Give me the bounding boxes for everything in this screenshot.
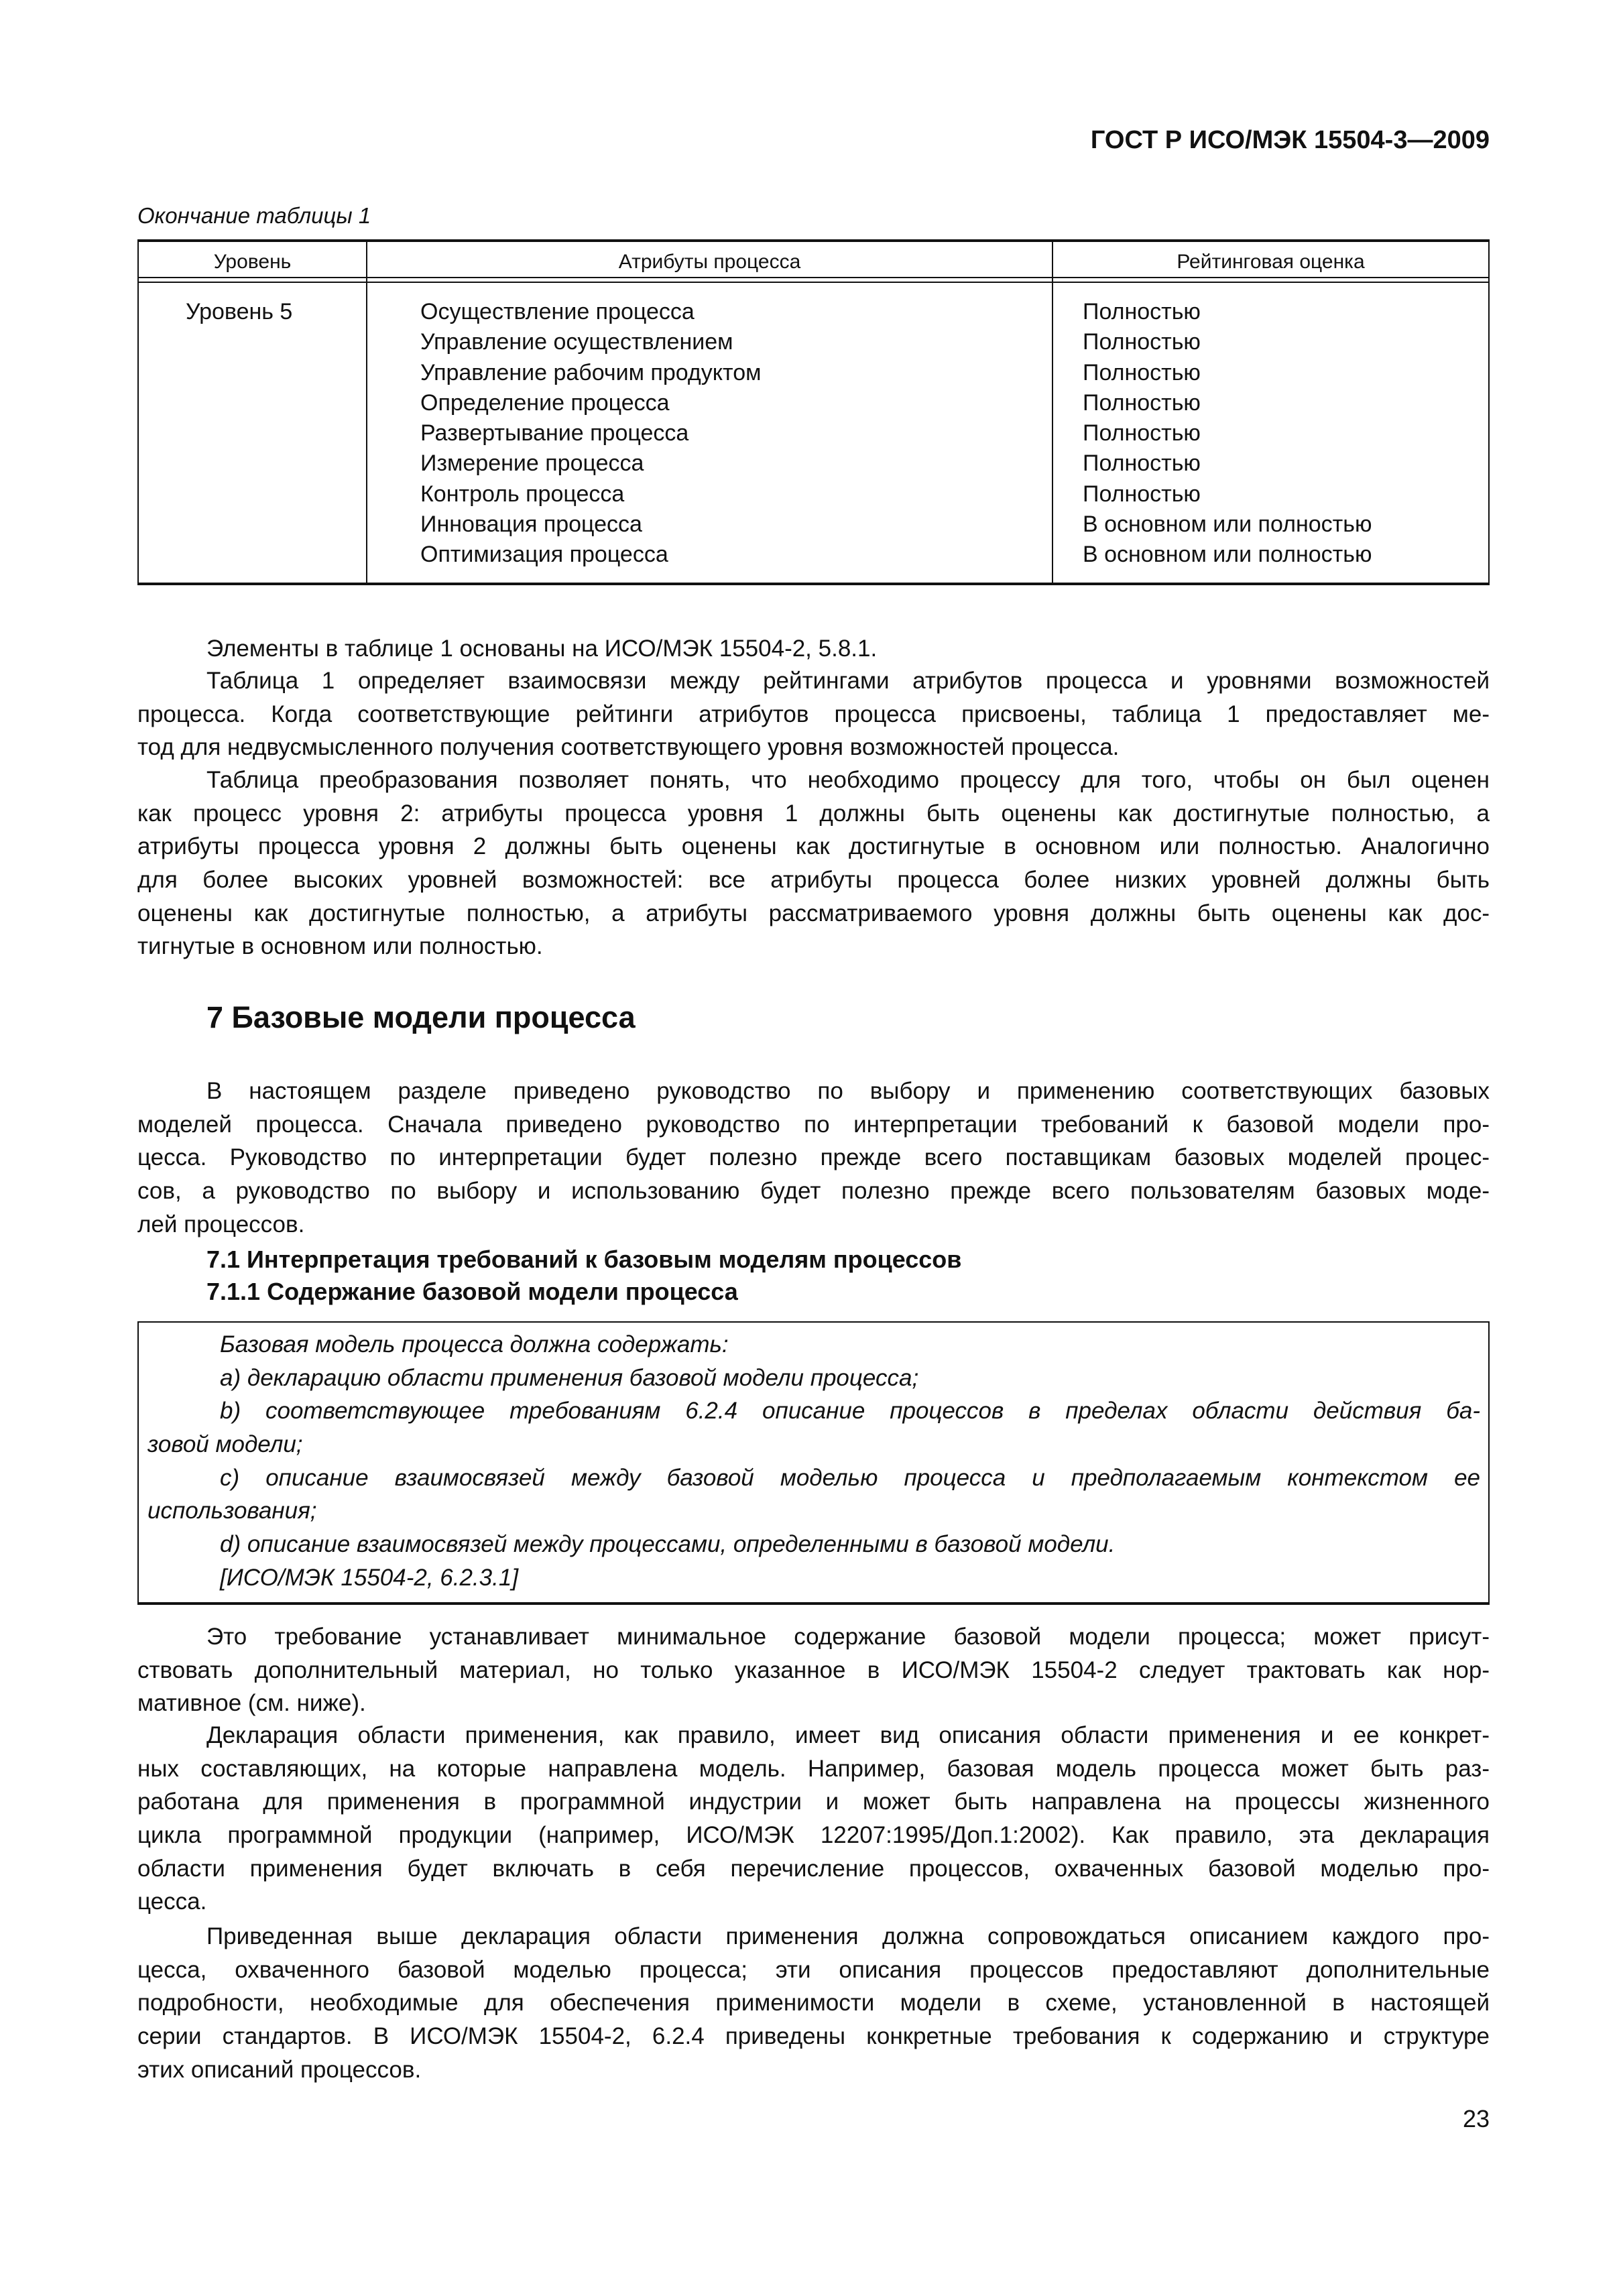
text-line: Таблица преобразования позволяет понять, что необходимо процессу для того, чтобы он был оценен bbox=[206, 767, 1490, 793]
text-line: Элементы в таблице 1 основаны на ИСО/МЭК 15504-2, 5.8.1. bbox=[206, 636, 878, 662]
text-line: использования; bbox=[147, 1498, 317, 1524]
paragraph bbox=[137, 664, 1490, 764]
attribute-name: Управление рабочим продуктом bbox=[420, 359, 762, 385]
text-line: d) описание взаимосвязей между процессами, определенными в базовой модели. bbox=[220, 1531, 1116, 1558]
text-line: моделей процесса. Сначала приведено руководство по интерпретации требований к базовой модели про- bbox=[137, 1111, 1490, 1138]
requirement-text bbox=[147, 1328, 1480, 1595]
rating-value: Полностью bbox=[1083, 389, 1201, 416]
text-line: серии стандартов. В ИСО/МЭК 15504-2, 6.2.4 приведены конкретные требования к содержанию и структуре bbox=[137, 2023, 1490, 2050]
rating-value: Полностью bbox=[1083, 481, 1201, 507]
text-line: а) декларацию области применения базовой модели процесса; bbox=[220, 1364, 919, 1391]
text-line: с) описание взаимосвязей между базовой моделью процесса и предполагаемым контекстом ее bbox=[220, 1464, 1480, 1491]
text-line: тод для недвусмысленного получения соответствующего уровня возможностей процесса. bbox=[137, 734, 1120, 761]
rating-value: Полностью bbox=[1083, 420, 1201, 446]
text-line: цесса. Руководство по интерпретации будет полезно прежде всего поставщикам базовых моделей процес- bbox=[137, 1144, 1490, 1171]
text-line: лей процессов. bbox=[137, 1211, 305, 1237]
document-id-header: ГОСТ Р ИСО/МЭК 15504-3—2009 bbox=[1090, 126, 1490, 154]
text-line: работана для применения в программной индустрии и может быть направлена на процессы жизненного bbox=[137, 1789, 1490, 1815]
text-line: В настоящем разделе приведено руководство по выбору и применению соответствующих базовых bbox=[206, 1078, 1490, 1104]
attribute-name: Оптимизация процесса bbox=[420, 542, 668, 568]
text-line: цесса. bbox=[137, 1888, 207, 1915]
rating-value: Полностью bbox=[1083, 450, 1201, 477]
column-divider bbox=[366, 242, 367, 583]
paragraph bbox=[137, 764, 1490, 963]
paragraph bbox=[137, 1620, 1490, 1720]
attribute-name: Осуществление процесса bbox=[420, 299, 695, 324]
header-divider bbox=[139, 282, 1488, 283]
rating-value: Полностью bbox=[1083, 329, 1201, 355]
rating-value: В основном или полностью bbox=[1083, 511, 1372, 538]
text-line: процесса. Когда соответствующие рейтинги атрибутов процесса присвоены, таблица 1 предоставляет ме- bbox=[137, 701, 1490, 727]
paragraph bbox=[137, 1920, 1490, 2086]
text-line: цесса, охваченного базовой моделью процесса; эти описания процессов предоставляют дополнительные bbox=[137, 1956, 1490, 1983]
text-line: мативное (см. ниже). bbox=[137, 1690, 366, 1717]
attribute-name: Развертывание процесса bbox=[420, 420, 689, 446]
text-line: как процесс уровня 2: атрибуты процесса уровня 1 должны быть оценены как достигнутые полностью, а bbox=[137, 800, 1490, 827]
attributes-column bbox=[420, 297, 762, 570]
level-cell: Уровень 5 bbox=[186, 299, 293, 324]
text-line: Таблица 1 определяет взаимосвязи между рейтингами атрибутов процесса и уровнями возможностей bbox=[206, 668, 1490, 694]
text-line: Базовая модель процесса должна содержать: bbox=[220, 1331, 729, 1357]
rating-value: Полностью bbox=[1083, 299, 1201, 324]
rating-value: Полностью bbox=[1083, 359, 1201, 385]
text-line: зовой модели; bbox=[147, 1431, 303, 1458]
attribute-name: Управление осуществлением bbox=[420, 329, 733, 355]
paragraph bbox=[137, 1075, 1490, 1241]
column-header-rating: Рейтинговая оценка bbox=[1177, 251, 1365, 273]
text-line: подробности, необходимые для обеспечения применимости модели в схеме, установленной в настоящей bbox=[137, 1990, 1490, 2016]
text-line: этих описаний процессов. bbox=[137, 2056, 422, 2083]
text-line: сов, а руководство по выбору и использованию будет полезно прежде всего пользователям базовых моде- bbox=[137, 1178, 1490, 1205]
text-line: атрибуты процесса уровня 2 должны быть оценены как достигнутые в основном или полностью. Аналогично bbox=[137, 833, 1490, 860]
page-number: 23 bbox=[1462, 2105, 1490, 2132]
text-line: для более высоких уровней возможностей: все атрибуты процесса более низких уровней должны быть bbox=[137, 867, 1490, 894]
text-line: тигнутые в основном или полностью. bbox=[137, 933, 543, 960]
text-line: Декларация области применения, как правило, имеет вид описания области применения и ее конкрет- bbox=[206, 1722, 1490, 1748]
text-line: ных составляющих, на которые направлена модель. Например, базовая модель процесса может быть раз- bbox=[137, 1755, 1490, 1782]
paragraph bbox=[137, 632, 1490, 666]
table-caption: Окончание таблицы 1 bbox=[137, 203, 371, 228]
text-line: оценены как достигнутые полностью, а атрибуты рассматриваемого уровня должны быть оценены как дос- bbox=[137, 900, 1490, 926]
subsection-heading: 7.1 Интерпретация требований к базовым моделям процессов bbox=[206, 1246, 962, 1273]
section-heading: 7 Базовые модели процесса bbox=[206, 1000, 636, 1034]
text-line: b) соответствующее требованиям 6.2.4 описание процессов в пределах области действия ба- bbox=[220, 1398, 1480, 1425]
attribute-name: Контроль процесса bbox=[420, 481, 625, 507]
column-header-attributes: Атрибуты процесса bbox=[618, 251, 801, 273]
paragraph bbox=[137, 1719, 1490, 1919]
header-divider bbox=[139, 277, 1488, 278]
attribute-name: Измерение процесса bbox=[420, 450, 644, 477]
rating-value: В основном или полностью bbox=[1083, 542, 1372, 568]
text-line: [ИСО/МЭК 15504-2, 6.2.3.1] bbox=[220, 1564, 519, 1591]
subsection-heading: 7.1.1 Содержание базовой модели процесса bbox=[206, 1278, 738, 1305]
attribute-name: Инновация процесса bbox=[420, 511, 642, 538]
text-line: цикла программной продукции (например, ИСО/МЭК 12207:1995/Доп.1:2002). Как правило, эта декларация bbox=[137, 1822, 1490, 1849]
text-line: области применения будет включать в себя перечисление процессов, охваченных базовой моделью про- bbox=[137, 1855, 1490, 1882]
text-line: ствовать дополнительный материал, но только указанное в ИСО/МЭК 15504-2 следует трактовать как нор- bbox=[137, 1656, 1490, 1683]
column-header-level: Уровень bbox=[213, 251, 292, 273]
text-line: Приведенная выше декларация области применения должна сопровождаться описанием каждого про- bbox=[206, 1923, 1490, 1949]
column-divider bbox=[1052, 242, 1053, 583]
attribute-name: Определение процесса bbox=[420, 389, 670, 416]
ratings-column bbox=[1083, 297, 1372, 570]
quoted-requirement-box bbox=[137, 1321, 1490, 1605]
text-line: Это требование устанавливает минимальное содержание базовой модели процесса; может присут- bbox=[206, 1624, 1490, 1650]
attributes-table bbox=[137, 239, 1490, 585]
